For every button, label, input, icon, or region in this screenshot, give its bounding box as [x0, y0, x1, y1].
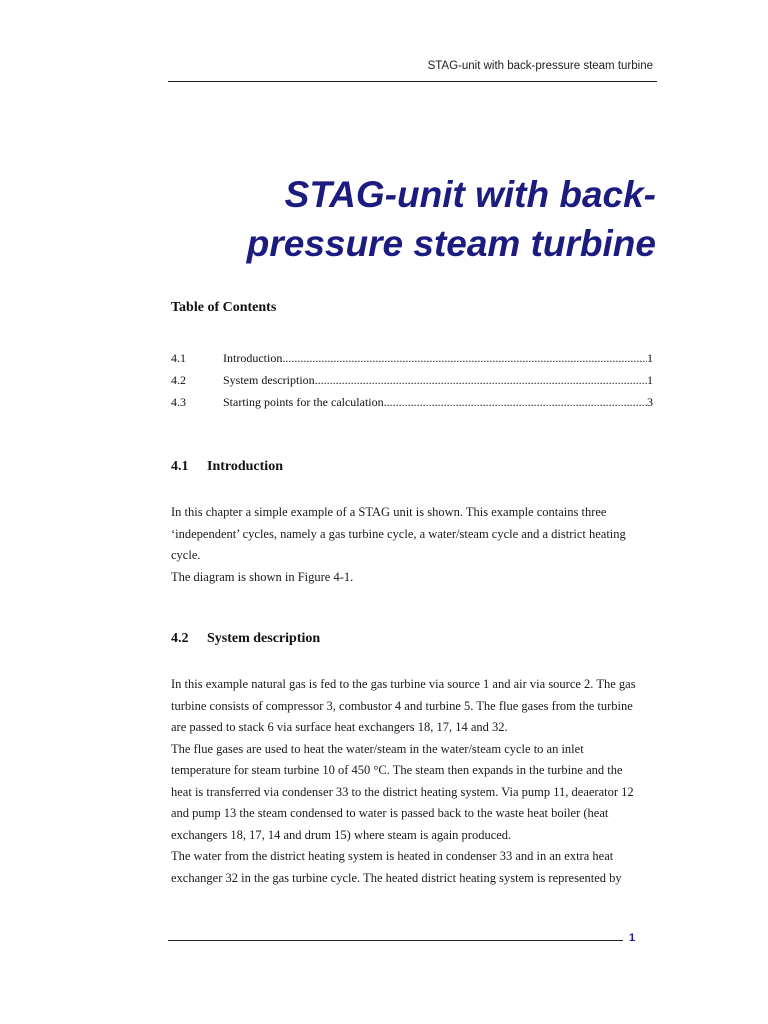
body-line: ‘independent’ cycles, namely a gas turbine cycle, a water/steam cycle and a district heating — [171, 526, 626, 541]
section-heading — [171, 631, 320, 647]
body-line: are passed to stack 6 via surface heat exchangers 18, 17, 14 and 32. — [171, 720, 508, 734]
toc-entry-leader — [315, 373, 647, 387]
toc-entry-number: 4.2 — [171, 373, 186, 387]
toc-heading: Table of Contents — [171, 300, 277, 315]
section-title: System description — [207, 631, 321, 646]
section-heading — [171, 459, 283, 475]
running-header: STAG-unit with back-pressure steam turbine — [427, 60, 653, 72]
toc-entry[interactable] — [171, 373, 653, 387]
section-body — [171, 502, 655, 588]
body-line: exchanger 32 in the gas turbine cycle. The heated district heating system is represented by — [171, 870, 622, 885]
header-rule — [168, 81, 657, 82]
toc-entry-leader — [384, 395, 647, 409]
toc-entry-page: 1 — [647, 351, 653, 365]
toc-entry-page: 1 — [647, 373, 653, 387]
body-line: temperature for steam turbine 10 of 450 °C. The steam then expands in the turbine and the — [171, 763, 623, 777]
body-line: heat is transferred via condenser 33 to the district heating system. Via pump 11, deaerator 12 — [171, 784, 634, 799]
toc-entry-number: 4.3 — [171, 395, 186, 409]
footer-rule — [168, 940, 623, 941]
document-title-line-1: STAG-unit with back- — [284, 174, 656, 215]
body-line: In this chapter a simple example of a STAG unit is shown. This example contains three — [171, 505, 607, 519]
page-number: 1 — [629, 932, 636, 944]
body-line: turbine consists of compressor 3, combustor 4 and turbine 5. The flue gases from the turbine — [171, 698, 633, 713]
toc-entry-number: 4.1 — [171, 351, 186, 365]
section-number: 4.1 — [171, 459, 189, 474]
body-line: exchangers 18, 17, 14 and drum 15) where steam is again produced. — [171, 827, 512, 842]
body-line: The diagram is shown in Figure 4-1. — [171, 569, 354, 584]
body-line: cycle. — [171, 548, 201, 562]
toc-entry-title: Starting points for the calculation — [223, 395, 384, 409]
section-number: 4.2 — [171, 631, 189, 646]
document-title — [176, 170, 656, 268]
body-line: In this example natural gas is fed to the gas turbine via source 1 and air via source 2. The gas — [171, 677, 636, 691]
document-title-line-2: pressure steam turbine — [246, 223, 656, 264]
toc-entry[interactable] — [171, 395, 653, 409]
toc-entry-leader — [282, 351, 647, 365]
section-body — [171, 674, 655, 889]
body-line: and pump 13 the steam condensed to water is passed back to the waste heat boiler (heat — [171, 806, 609, 820]
toc-entry-page: 3 — [647, 395, 653, 409]
toc-entry-title: Introduction — [223, 351, 283, 365]
toc-entry-title: System description — [223, 373, 315, 387]
body-line: The flue gases are used to heat the water/steam in the water/steam cycle to an inlet — [171, 741, 584, 756]
body-line: The water from the district heating system is heated in condenser 33 and in an extra heat — [171, 849, 614, 863]
toc-entry[interactable] — [171, 351, 653, 365]
section-title: Introduction — [207, 459, 283, 474]
